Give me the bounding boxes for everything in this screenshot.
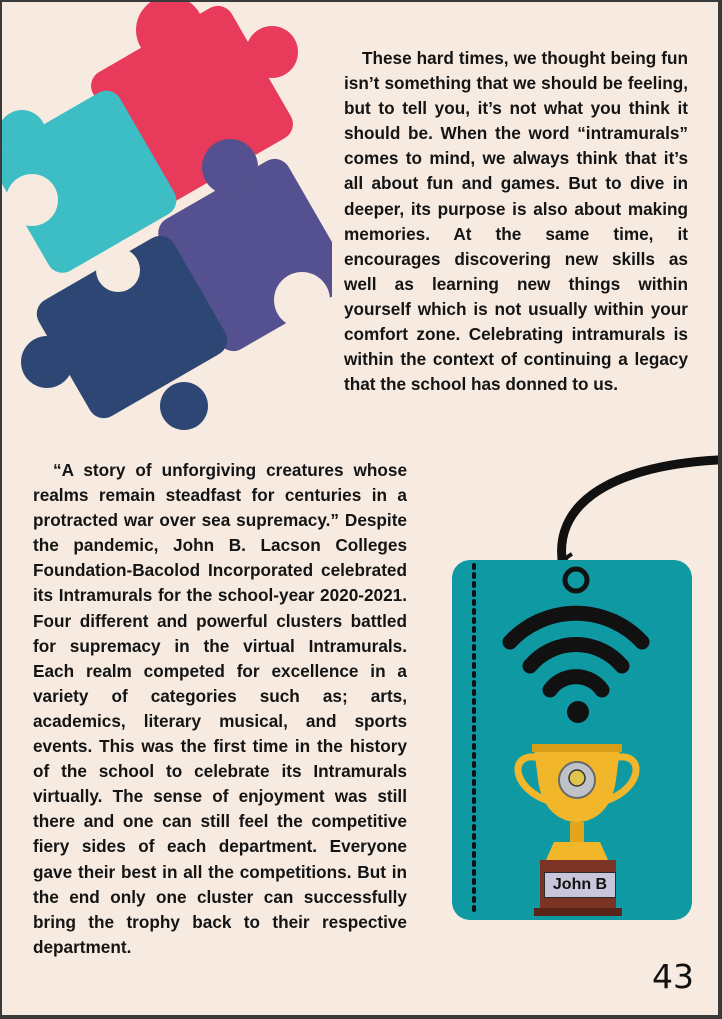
document-page (2, 2, 718, 1015)
puzzle-pieces-icon (2, 2, 332, 432)
article-paragraph-1: These hard times, we thought being fun isn’t something that we should be feeling, but to tell you, it’s not what you think it should be. When the word “intramurals” comes to mind, we always think that it’s all about fun and games. But to dive in deeper, its purpose is also about making memories. At the same time, it encourages discovering new skills as well as learning new things within yourself which is not usually within your comfort zone. Celebrating intramurals is within the context of continuing a legacy that the school has donned to us. (344, 48, 688, 395)
wifi-tag-icon (448, 450, 718, 930)
trophy-name-plate: John B (544, 872, 616, 898)
page-number: 43 (652, 957, 694, 996)
article-paragraph-2: “A story of unforgiving creatures whose realms remain steadfast for centuries in a protracted war over sea supremacy.” Despite the pandemic, John B. Lacson Colleges Foundation-Bacolod Incorporated celebrated its Intramurals for the school-year 2020-2021. Four different and powerful clusters battled for supremacy in the virtual Intramurals. Each realm competed for excellence in a variety of categories such as; arts, academics, literary musical, and sports events. This was the first time in the history of the school to celebrate its Intramurals virtually. The sense of enjoyment was still there and one can still feel the competitive fiery sides of each department. Everyone gave their best in all the competitions. But in the end only one cluster can successfully bring the trophy back to their respective department. (33, 460, 407, 957)
